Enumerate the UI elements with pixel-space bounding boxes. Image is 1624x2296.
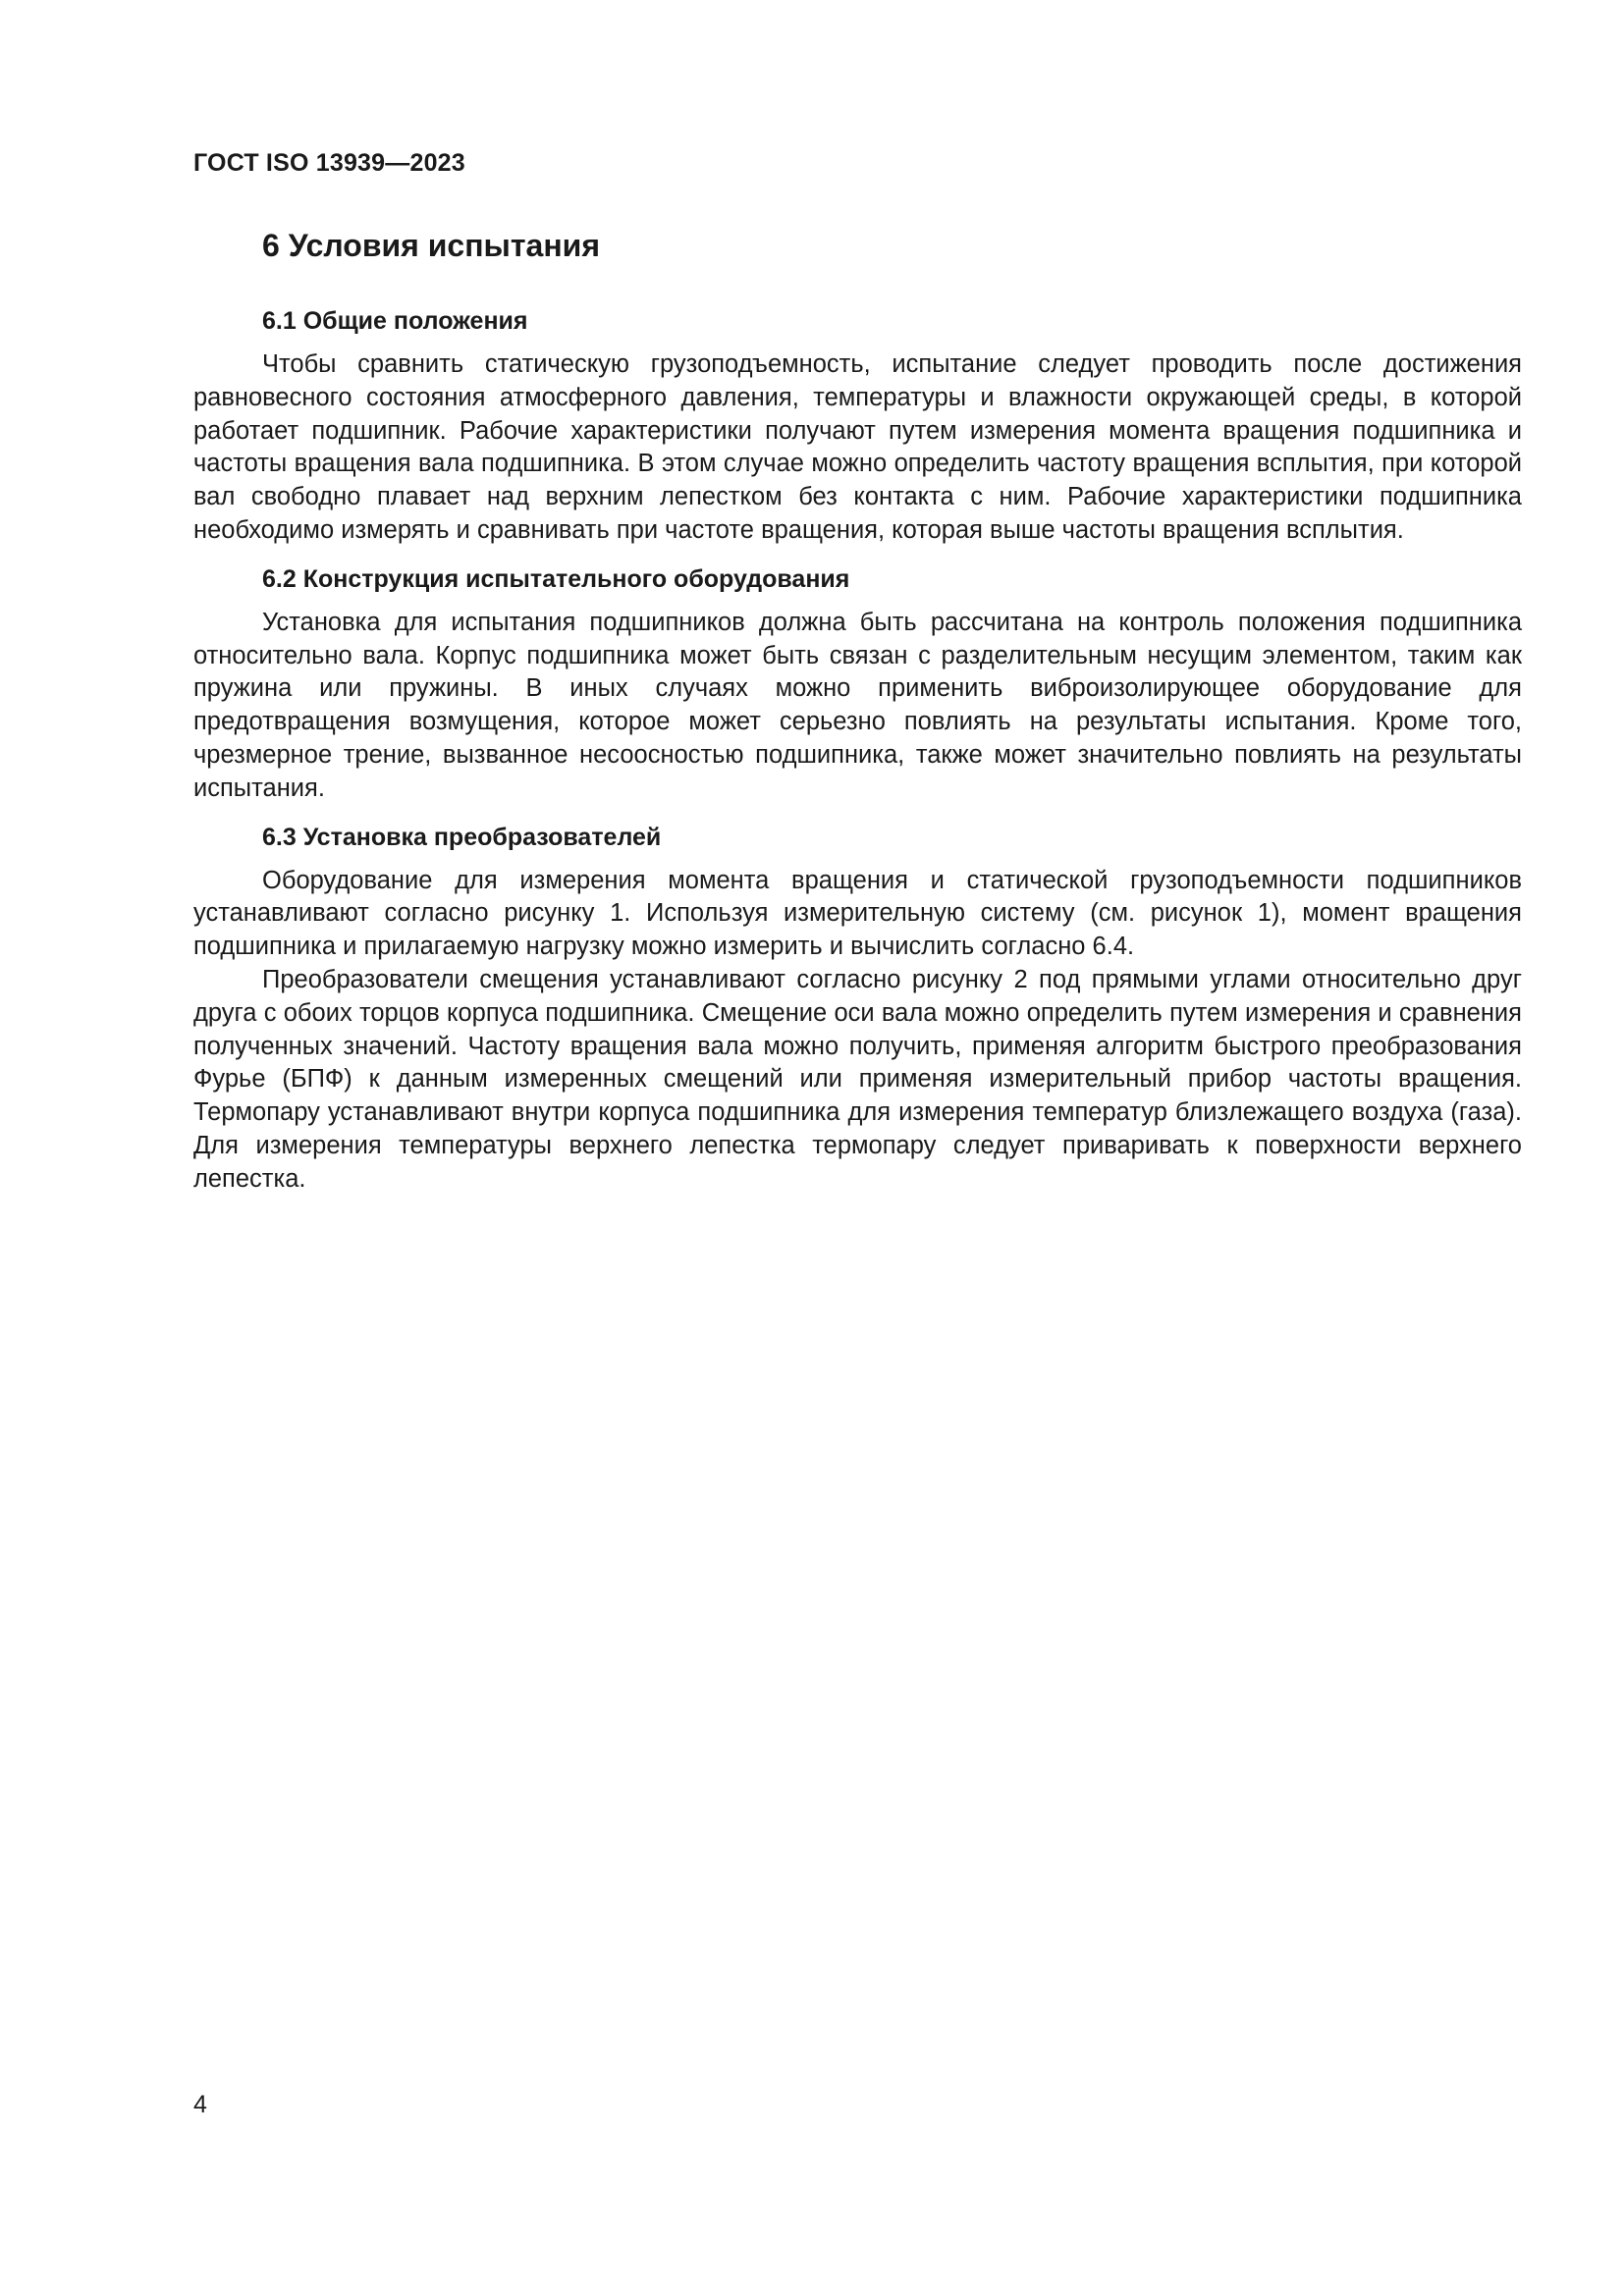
page-number: 4 [193, 2091, 207, 2118]
document-body [193, 224, 1522, 1197]
paragraph-6-3-2: Преобразователи смещения устанавливают согласно рисунку 2 под прямыми углами относительно друг друга с обоих торцов корпуса подшипника. Смещение оси вала можно определить путем измерения и сравнения полученных значений. Частоту вращения вала можно получить, применяя алгоритм быстрого преобразования Фурье (БПФ) к данным измеренных смещений или применяя измерительный прибор частоты вращения. Термопару устанавливают внутри корпуса подшипника для измерения температур близлежащего воздуха (газа). Для измерения температуры верхнего лепестка термопару следует приваривать к поверхности верхнего лепестка. [193, 965, 1522, 1193]
subsection-title-6-3: 6.3 Установка преобразователей [262, 823, 662, 851]
paragraph-6-3-1: Оборудование для измерения момента вращения и статической грузоподъемности подшипников устанавливают согласно рисунку 1. Используя измерительную систему (см. рисунок 1), момент вращения подшипника и прилагаемую нагрузку можно измерить и вычислить согласно 6.4. [193, 866, 1522, 961]
paragraph-6-2: Установка для испытания подшипников должна быть рассчитана на контроль положения подшипника относительно вала. Корпус подшипника может быть связан с разделительным несущим элементом, таким как пружина или пружины. В иных случаях можно применить виброизолирующее оборудование для предотвращения возмущения, которое может серьезно повлиять на результаты испытания. Кроме того, чрезмерное трение, вызванное несоосностью подшипника, также может значительно повлиять на результаты испытания. [193, 608, 1522, 802]
paragraph-6-1: Чтобы сравнить статическую грузоподъемность, испытание следует проводить после достижения равновесного состояния атмосферного давления, температуры и влажности окружающей среды, в которой работает подшипник. Рабочие характеристики получают путем измерения момента вращения подшипника и частоты вращения вала подшипника. В этом случае можно определить частоту вращения всплытия, при которой вал свободно плавает над верхним лепестком без контакта с ним. Рабочие характеристики подшипника необходимо измерять и сравнивать при частоте вращения, которая выше частоты вращения всплытия. [193, 350, 1522, 544]
subsection-title-6-2: 6.2 Конструкция испытательного оборудования [262, 564, 850, 593]
document-header-id: ГОСТ ISO 13939—2023 [193, 149, 465, 177]
subsection-title-6-1: 6.1 Общие положения [262, 307, 528, 335]
section-title: 6 Условия испытания [262, 228, 600, 263]
